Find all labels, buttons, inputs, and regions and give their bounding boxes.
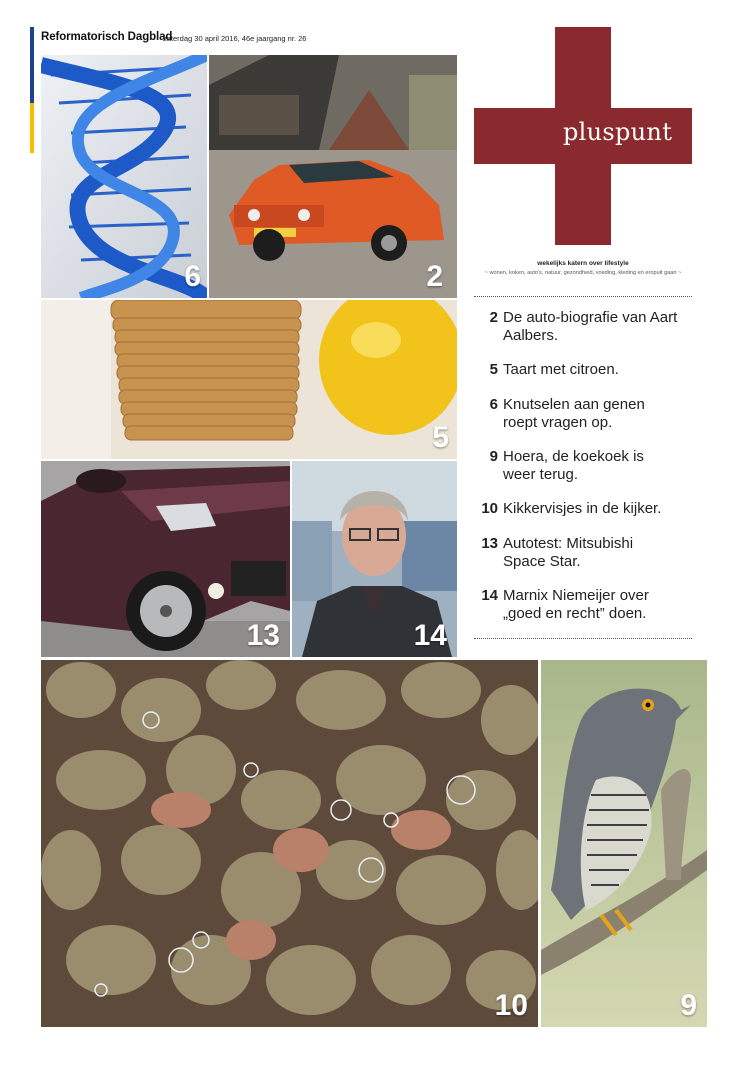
page-number-badge: 14: [413, 619, 447, 652]
page-number-badge: 10: [494, 989, 528, 1022]
page-number-badge: 2: [426, 260, 443, 293]
cuckoo-illustration: [541, 660, 707, 1027]
toc-item[interactable]: [474, 500, 704, 535]
toc-page-number: 9: [489, 448, 498, 465]
toc-title: Kikkervisjes in de kijker.: [503, 500, 662, 517]
toc-title: Marnix Niemeijer over „goed en recht” doen.: [503, 587, 649, 622]
toc-page-number: 10: [481, 500, 498, 517]
toc-item[interactable]: [474, 535, 704, 587]
supplement-topics: ~ wonen, koken, auto's, natuur, gezondheid, voeding, kleding en eropuit gaan ~: [484, 270, 682, 276]
toc-title: Knutselen aan genen roept vragen op.: [503, 396, 645, 431]
toc-item[interactable]: [474, 309, 704, 361]
toc-item[interactable]: [474, 396, 704, 448]
toc-page-number: 6: [489, 396, 498, 413]
tadpoles-illustration: [41, 660, 538, 1027]
page-number-badge: 5: [432, 421, 449, 454]
newspaper-name: Reformatorisch Dagblad: [41, 31, 173, 43]
toc-title: Taart met citroen.: [503, 361, 619, 378]
toc-title: Hoera, de koekoek is weer terug.: [503, 448, 644, 483]
photo-opel-car[interactable]: [209, 55, 457, 298]
toc-title: De auto-biografie van Aart Aalbers.: [503, 309, 678, 344]
toc-item[interactable]: [474, 587, 704, 627]
dna-illustration: [41, 55, 207, 298]
photo-tadpoles[interactable]: [41, 660, 538, 1027]
photo-cookies-lemon[interactable]: [41, 300, 457, 459]
pluspunt-wordmark: pluspunt: [563, 118, 673, 146]
toc-item[interactable]: [474, 448, 704, 500]
divider-top: [474, 296, 692, 297]
car-illustration: [209, 55, 457, 298]
page-number-badge: 6: [184, 260, 201, 293]
toc-page-number: 13: [481, 535, 498, 552]
toc-page-number: 14: [481, 587, 498, 604]
toc-page-number: 5: [489, 361, 498, 378]
photo-dna[interactable]: [41, 55, 207, 298]
masthead-accent-yellow: [30, 103, 34, 153]
dateline: zaterdag 30 april 2016, 46e jaargang nr. 26: [163, 34, 307, 43]
masthead-accent-blue: [30, 27, 34, 103]
supplement-tagline: wekelijks katern over lifestyle: [537, 260, 629, 267]
toc-item[interactable]: [474, 361, 704, 396]
toc-title: Autotest: Mitsubishi Space Star.: [503, 535, 634, 570]
divider-bottom: [474, 638, 692, 639]
photo-marnix-niemeijer[interactable]: [292, 461, 457, 657]
table-of-contents: [474, 309, 704, 627]
page-number-badge: 13: [246, 619, 280, 652]
photo-mitsubishi[interactable]: [41, 461, 290, 657]
toc-page-number: 2: [489, 309, 498, 326]
page-number-badge: 9: [680, 989, 697, 1022]
cookies-illustration: [41, 300, 457, 459]
photo-cuckoo[interactable]: [541, 660, 707, 1027]
